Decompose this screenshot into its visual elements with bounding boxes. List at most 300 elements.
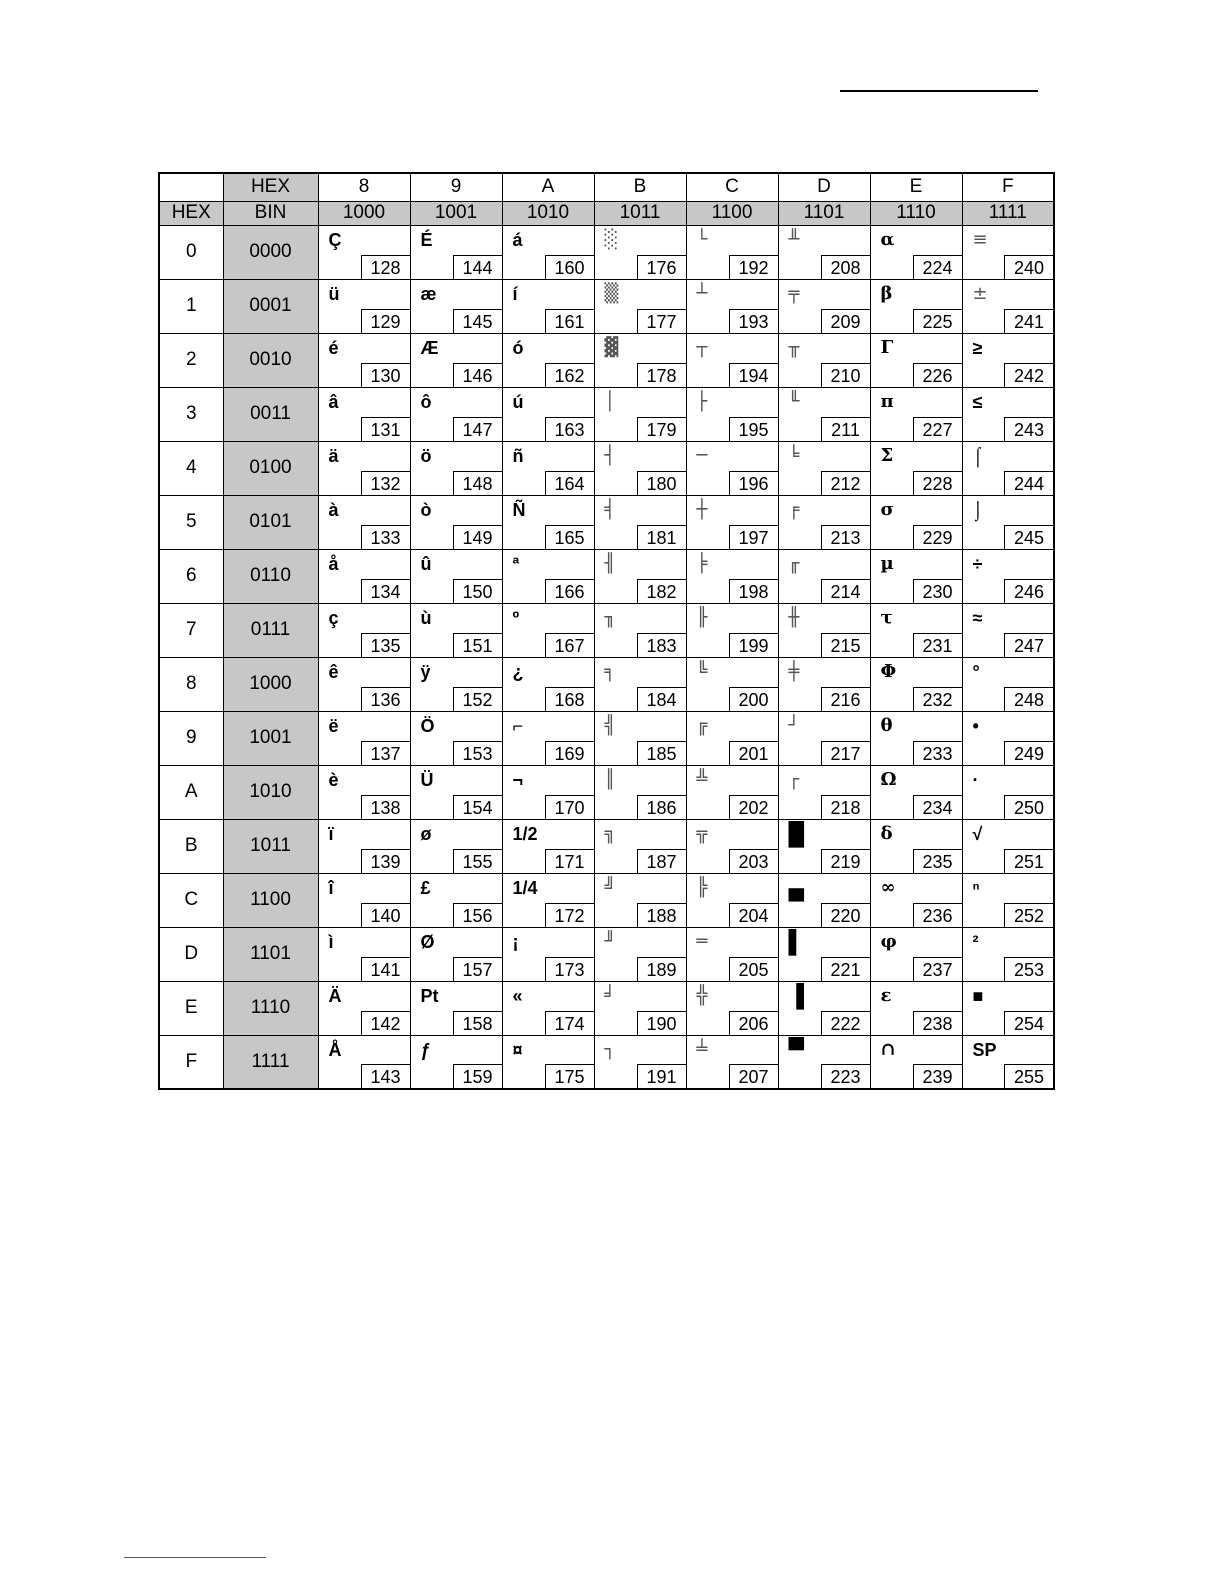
- char-decimal-code: 148: [453, 471, 503, 496]
- char-cell: [502, 441, 594, 495]
- char-glyph: ╛: [604, 984, 616, 1006]
- char-decimal-code: 224: [913, 255, 963, 280]
- char-glyph: ú: [512, 391, 524, 412]
- char-decimal-code: 178: [637, 363, 687, 388]
- column-bin-1101: 1101: [778, 201, 870, 225]
- char-glyph: ╚: [696, 660, 708, 682]
- char-cell: [686, 225, 778, 279]
- char-decimal-code: 246: [1004, 579, 1054, 604]
- column-bin-1011: 1011: [594, 201, 686, 225]
- column-hex-e: E: [870, 173, 962, 201]
- char-cell: [962, 279, 1054, 333]
- char-cell: [870, 927, 962, 981]
- char-glyph: ε: [880, 984, 892, 1006]
- char-cell: [870, 495, 962, 549]
- char-cell: [962, 981, 1054, 1035]
- char-decimal-code: 128: [361, 255, 411, 280]
- char-decimal-code: 219: [821, 849, 871, 874]
- char-cell: [686, 441, 778, 495]
- char-glyph: ╪: [788, 660, 800, 682]
- char-decimal-code: 215: [821, 633, 871, 658]
- char-cell: [502, 387, 594, 441]
- char-cell: [686, 927, 778, 981]
- char-cell: [962, 603, 1054, 657]
- row-hex-label: 7: [159, 603, 223, 657]
- table-row: [159, 387, 1054, 441]
- char-glyph: ╙: [788, 390, 800, 412]
- char-decimal-code: 243: [1004, 417, 1054, 442]
- char-decimal-code: 202: [729, 795, 779, 820]
- char-decimal-code: 132: [361, 471, 411, 496]
- row-bin-label: 1111: [223, 1035, 318, 1089]
- char-decimal-code: 226: [913, 363, 963, 388]
- char-decimal-code: 144: [453, 255, 503, 280]
- char-cell: [410, 279, 502, 333]
- char-decimal-code: 154: [453, 795, 503, 820]
- char-decimal-code: 135: [361, 633, 411, 658]
- char-cell: [962, 225, 1054, 279]
- char-glyph: ⌡: [972, 499, 984, 520]
- char-decimal-code: 205: [729, 957, 779, 982]
- row-bin-label: 1100: [223, 873, 318, 927]
- char-decimal-code: 255: [1004, 1064, 1054, 1089]
- char-decimal-code: 209: [821, 309, 871, 334]
- row-hex-label: 5: [159, 495, 223, 549]
- row-hex-label: B: [159, 819, 223, 873]
- char-cell: [686, 765, 778, 819]
- char-glyph: ≈: [972, 607, 983, 628]
- char-cell: [410, 387, 502, 441]
- row-hex-label: 9: [159, 711, 223, 765]
- char-cell: [778, 1035, 870, 1089]
- char-cell: [962, 387, 1054, 441]
- char-decimal-code: 239: [913, 1064, 963, 1089]
- char-glyph: «: [512, 985, 523, 1006]
- table-row: [159, 981, 1054, 1035]
- char-glyph: ┘: [788, 714, 800, 736]
- char-decimal-code: 242: [1004, 363, 1054, 388]
- char-cell: [962, 1035, 1054, 1089]
- char-cell: [870, 387, 962, 441]
- char-glyph: Æ: [420, 337, 439, 358]
- char-decimal-code: 186: [637, 795, 687, 820]
- char-cell: [686, 387, 778, 441]
- char-glyph: ╤: [788, 282, 800, 304]
- char-glyph: ƒ: [420, 1039, 431, 1060]
- row-hex-header-label: HEX: [159, 201, 223, 225]
- char-cell: [318, 927, 410, 981]
- char-glyph: ▄: [788, 874, 805, 900]
- row-bin-label: 1110: [223, 981, 318, 1035]
- char-cell: [686, 495, 778, 549]
- char-glyph: ╧: [696, 1038, 708, 1060]
- row-hex-label: C: [159, 873, 223, 927]
- char-glyph: ª: [512, 553, 520, 574]
- char-decimal-code: 244: [1004, 471, 1054, 496]
- char-cell: [318, 819, 410, 873]
- char-decimal-code: 159: [453, 1064, 503, 1089]
- char-decimal-code: 234: [913, 795, 963, 820]
- char-glyph: ░: [604, 228, 619, 250]
- char-decimal-code: 143: [361, 1064, 411, 1089]
- char-cell: [318, 387, 410, 441]
- char-cell: [410, 819, 502, 873]
- char-decimal-code: 157: [453, 957, 503, 982]
- char-cell: [502, 819, 594, 873]
- char-cell: [778, 279, 870, 333]
- char-glyph: ±: [972, 282, 988, 304]
- char-glyph: ╢: [604, 552, 616, 574]
- char-decimal-code: 176: [637, 255, 687, 280]
- char-cell: [778, 765, 870, 819]
- char-decimal-code: 183: [637, 633, 687, 658]
- char-cell: [778, 711, 870, 765]
- char-glyph: ò: [420, 499, 432, 520]
- char-cell: [594, 279, 686, 333]
- char-cell: [410, 873, 502, 927]
- row-bin-label: 1011: [223, 819, 318, 873]
- char-cell: [778, 333, 870, 387]
- char-glyph: Φ: [880, 660, 897, 682]
- char-cell: [962, 495, 1054, 549]
- char-decimal-code: 191: [637, 1064, 687, 1089]
- char-cell: [778, 549, 870, 603]
- char-decimal-code: 158: [453, 1011, 503, 1036]
- char-decimal-code: 203: [729, 849, 779, 874]
- char-glyph: δ: [880, 822, 893, 844]
- char-cell: [594, 819, 686, 873]
- char-glyph: τ: [880, 606, 893, 628]
- column-bin-1010: 1010: [502, 201, 594, 225]
- column-bin-1110: 1110: [870, 201, 962, 225]
- char-glyph: ▓: [604, 336, 619, 358]
- char-cell: [318, 495, 410, 549]
- char-cell: [502, 279, 594, 333]
- char-decimal-code: 146: [453, 363, 503, 388]
- char-decimal-code: 149: [453, 525, 503, 550]
- char-decimal-code: 201: [729, 741, 779, 766]
- row-hex-label: D: [159, 927, 223, 981]
- char-glyph: ╒: [788, 498, 800, 520]
- char-decimal-code: 251: [1004, 849, 1054, 874]
- char-glyph: á: [512, 229, 523, 250]
- row-bin-label: 0100: [223, 441, 318, 495]
- char-decimal-code: 228: [913, 471, 963, 496]
- char-cell: [778, 495, 870, 549]
- char-glyph: 1/4: [512, 877, 538, 898]
- char-glyph: ¡: [512, 931, 519, 952]
- char-decimal-code: 221: [821, 957, 871, 982]
- row-hex-label: 8: [159, 657, 223, 711]
- char-glyph: ┐: [604, 1038, 616, 1060]
- char-decimal-code: 156: [453, 903, 503, 928]
- char-cell: [778, 225, 870, 279]
- char-glyph: ä: [328, 445, 339, 466]
- char-cell: [594, 495, 686, 549]
- char-glyph: Ω: [880, 768, 897, 790]
- char-decimal-code: 193: [729, 309, 779, 334]
- row-bin-label: 1010: [223, 765, 318, 819]
- char-glyph: ñ: [512, 445, 524, 466]
- char-decimal-code: 169: [545, 741, 595, 766]
- char-glyph: ┌: [788, 768, 800, 790]
- header-rule: [840, 90, 1038, 92]
- char-cell: [686, 603, 778, 657]
- char-cell: [870, 333, 962, 387]
- char-decimal-code: 155: [453, 849, 503, 874]
- row-hex-label: E: [159, 981, 223, 1035]
- char-decimal-code: 252: [1004, 903, 1054, 928]
- char-cell: [410, 765, 502, 819]
- char-cell: [870, 603, 962, 657]
- char-cell: [686, 279, 778, 333]
- char-decimal-code: 166: [545, 579, 595, 604]
- character-code-table: [158, 172, 1055, 1090]
- char-decimal-code: 247: [1004, 633, 1054, 658]
- char-cell: [410, 657, 502, 711]
- char-decimal-code: 170: [545, 795, 595, 820]
- char-decimal-code: 250: [1004, 795, 1054, 820]
- char-decimal-code: 189: [637, 957, 687, 982]
- char-glyph: É: [420, 229, 433, 250]
- char-decimal-code: 233: [913, 741, 963, 766]
- char-cell: [870, 225, 962, 279]
- char-glyph: ■: [972, 985, 984, 1006]
- char-decimal-code: 199: [729, 633, 779, 658]
- row-bin-label: 0000: [223, 225, 318, 279]
- char-decimal-code: 227: [913, 417, 963, 442]
- table-row: [159, 603, 1054, 657]
- char-decimal-code: 213: [821, 525, 871, 550]
- char-cell: [502, 765, 594, 819]
- char-cell: [318, 981, 410, 1035]
- char-glyph: â: [328, 391, 339, 412]
- row-hex-label: 2: [159, 333, 223, 387]
- char-decimal-code: 147: [453, 417, 503, 442]
- char-cell: [594, 333, 686, 387]
- char-glyph: ∩: [880, 1038, 896, 1060]
- char-cell: [594, 441, 686, 495]
- char-glyph: ╟: [696, 606, 708, 628]
- column-hex-c: C: [686, 173, 778, 201]
- char-decimal-code: 220: [821, 903, 871, 928]
- header-row-hex: [159, 173, 1054, 201]
- char-decimal-code: 207: [729, 1064, 779, 1089]
- char-glyph: ║: [604, 768, 616, 790]
- char-glyph: ├: [696, 390, 708, 412]
- char-glyph: Σ: [880, 444, 894, 466]
- char-decimal-code: 253: [1004, 957, 1054, 982]
- char-glyph: ╝: [604, 876, 616, 898]
- char-glyph: ═: [696, 930, 708, 952]
- char-glyph: │: [604, 390, 616, 412]
- char-glyph: •: [972, 715, 979, 736]
- char-cell: [318, 873, 410, 927]
- footer-rule: [124, 1557, 266, 1558]
- char-decimal-code: 164: [545, 471, 595, 496]
- char-decimal-code: 223: [821, 1064, 871, 1089]
- char-glyph: í: [512, 283, 518, 304]
- char-cell: [594, 603, 686, 657]
- char-glyph: ¿: [512, 661, 524, 682]
- column-bin-1100: 1100: [686, 201, 778, 225]
- char-decimal-code: 249: [1004, 741, 1054, 766]
- char-decimal-code: 238: [913, 1011, 963, 1036]
- char-decimal-code: 145: [453, 309, 503, 334]
- char-cell: [318, 225, 410, 279]
- char-cell: [502, 981, 594, 1035]
- table-row: [159, 225, 1054, 279]
- char-glyph: ┬: [696, 336, 708, 358]
- char-cell: [410, 1035, 502, 1089]
- char-decimal-code: 217: [821, 741, 871, 766]
- char-decimal-code: 160: [545, 255, 595, 280]
- char-decimal-code: 218: [821, 795, 871, 820]
- char-glyph: î: [328, 877, 334, 898]
- char-cell: [870, 765, 962, 819]
- char-cell: [502, 873, 594, 927]
- char-decimal-code: 245: [1004, 525, 1054, 550]
- table-row: [159, 495, 1054, 549]
- table-row: [159, 1035, 1054, 1089]
- char-cell: [870, 657, 962, 711]
- char-cell: [686, 711, 778, 765]
- char-glyph: û: [420, 553, 432, 574]
- column-hex-b: B: [594, 173, 686, 201]
- char-cell: [318, 765, 410, 819]
- char-glyph: ╘: [788, 444, 800, 466]
- char-decimal-code: 161: [545, 309, 595, 334]
- char-decimal-code: 130: [361, 363, 411, 388]
- char-decimal-code: 195: [729, 417, 779, 442]
- row-bin-label: 0001: [223, 279, 318, 333]
- char-glyph: ²: [972, 931, 979, 952]
- char-cell: [594, 873, 686, 927]
- column-bin-1111: 1111: [962, 201, 1054, 225]
- char-glyph: 1/2: [512, 823, 538, 844]
- char-decimal-code: 153: [453, 741, 503, 766]
- char-glyph: ÷: [972, 553, 983, 574]
- char-cell: [686, 549, 778, 603]
- char-decimal-code: 254: [1004, 1011, 1054, 1036]
- char-cell: [686, 657, 778, 711]
- char-cell: [778, 657, 870, 711]
- char-decimal-code: 179: [637, 417, 687, 442]
- char-decimal-code: 141: [361, 957, 411, 982]
- char-decimal-code: 229: [913, 525, 963, 550]
- char-cell: [502, 927, 594, 981]
- char-cell: [410, 441, 502, 495]
- char-decimal-code: 136: [361, 687, 411, 712]
- char-glyph: ▀: [788, 1036, 805, 1062]
- char-cell: [870, 981, 962, 1035]
- char-glyph: ⁿ: [972, 877, 980, 898]
- char-cell: [778, 927, 870, 981]
- char-decimal-code: 139: [361, 849, 411, 874]
- char-glyph: Ñ: [512, 499, 526, 520]
- char-glyph: ╞: [696, 552, 708, 574]
- char-glyph: ┤: [604, 444, 616, 466]
- char-glyph: √: [972, 823, 983, 844]
- table-row: [159, 549, 1054, 603]
- char-cell: [778, 873, 870, 927]
- column-hex-8: 8: [318, 173, 410, 201]
- char-glyph: Pt: [420, 985, 439, 1006]
- char-glyph: ¬: [512, 769, 524, 790]
- char-glyph: ▐: [788, 982, 805, 1008]
- char-glyph: ≡: [972, 228, 988, 250]
- char-glyph: ó: [512, 337, 524, 358]
- row-bin-label: 1001: [223, 711, 318, 765]
- char-cell: [502, 711, 594, 765]
- char-glyph: σ: [880, 498, 894, 520]
- char-cell: [318, 279, 410, 333]
- table-row: [159, 873, 1054, 927]
- char-cell: [962, 441, 1054, 495]
- table-row: [159, 711, 1054, 765]
- char-glyph: Å: [328, 1039, 342, 1060]
- char-glyph: ü: [328, 283, 340, 304]
- char-glyph: Ø: [420, 931, 435, 952]
- table-row: [159, 765, 1054, 819]
- char-glyph: Ç: [328, 229, 342, 250]
- row-hex-label: 1: [159, 279, 223, 333]
- char-decimal-code: 134: [361, 579, 411, 604]
- char-decimal-code: 198: [729, 579, 779, 604]
- char-cell: [502, 603, 594, 657]
- char-decimal-code: 240: [1004, 255, 1054, 280]
- char-cell: [686, 873, 778, 927]
- header-row-bin: [159, 201, 1054, 225]
- char-glyph: φ: [880, 930, 897, 952]
- char-decimal-code: 187: [637, 849, 687, 874]
- char-glyph: à: [328, 499, 339, 520]
- row-bin-label: 0011: [223, 387, 318, 441]
- char-cell: [318, 333, 410, 387]
- char-cell: [594, 981, 686, 1035]
- char-cell: [870, 711, 962, 765]
- char-glyph: ·: [972, 769, 979, 790]
- char-cell: [318, 549, 410, 603]
- char-decimal-code: 210: [821, 363, 871, 388]
- char-decimal-code: 216: [821, 687, 871, 712]
- char-glyph: ≤: [972, 391, 983, 412]
- char-cell: [502, 225, 594, 279]
- char-cell: [410, 927, 502, 981]
- char-cell: [962, 819, 1054, 873]
- char-cell: [410, 981, 502, 1035]
- char-cell: [502, 1035, 594, 1089]
- char-cell: [594, 765, 686, 819]
- char-glyph: æ: [420, 283, 437, 304]
- char-decimal-code: 150: [453, 579, 503, 604]
- char-glyph: °: [972, 661, 980, 682]
- char-cell: [502, 657, 594, 711]
- char-decimal-code: 131: [361, 417, 411, 442]
- char-cell: [962, 927, 1054, 981]
- char-cell: [870, 279, 962, 333]
- char-glyph: ╣: [604, 714, 616, 736]
- char-decimal-code: 214: [821, 579, 871, 604]
- char-decimal-code: 165: [545, 525, 595, 550]
- char-decimal-code: 212: [821, 471, 871, 496]
- char-decimal-code: 232: [913, 687, 963, 712]
- char-decimal-code: 211: [821, 417, 871, 442]
- column-bin-1000: 1000: [318, 201, 410, 225]
- char-cell: [870, 441, 962, 495]
- char-cell: [594, 711, 686, 765]
- char-cell: [502, 495, 594, 549]
